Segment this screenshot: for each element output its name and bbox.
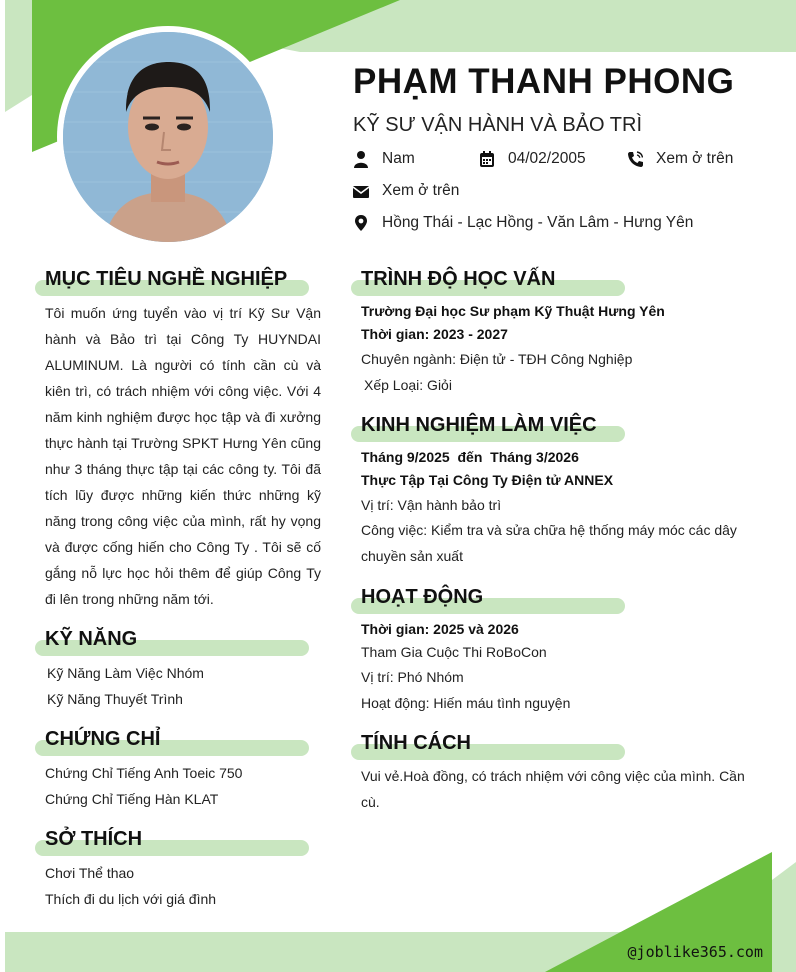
certificates-heading: CHỨNG CHỈ bbox=[35, 728, 309, 750]
experience-period: Tháng 9/2025 đến Tháng 3/2026 bbox=[361, 449, 579, 465]
experience-work: Công việc: Kiểm tra và sửa chữa hệ thống máy móc các dây chuyền sản xuất bbox=[361, 522, 737, 564]
gender-value: Nam bbox=[382, 150, 415, 167]
certificate-item: Chứng Chỉ Tiếng Anh Toeic 750 bbox=[45, 765, 243, 781]
address-value: Hồng Thái - Lạc Hồng - Văn Lâm - Hưng Yên bbox=[382, 214, 694, 231]
objective-text: Tôi muốn ứng tuyển vào vị trí Kỹ Sư Vận hành và Bảo trì tại Công Ty HUYNDAI ALUMINUM. Là người có tính cần cù và kiên trì, có trách nhiệm với công việc. Với 4 năm kinh nghiệm được học tập và đi xưởng thực hành tại Trường SPKT Hưng Yên cũng như 3 tháng thực tập tại các công ty. Tôi đã tích lũy được những kiến thức những kỹ năng trong công việc của mình, rất hy vọng và được cống hiến cho Công Ty . Tôi sẽ cố gắng nỗ lực học hỏi thêm để giúp Công Ty đi lên trong những năm tới. bbox=[45, 305, 321, 607]
calendar-icon bbox=[479, 150, 495, 168]
personality-heading: TÍNH CÁCH bbox=[351, 732, 625, 754]
experience-position: Vị trí: Vận hành bảo trì bbox=[361, 497, 502, 513]
phone-icon bbox=[627, 150, 643, 168]
activities-position: Vị trí: Phó Nhóm bbox=[361, 669, 464, 685]
phone-value: Xem ở trên bbox=[656, 150, 734, 167]
education-major: Chuyên ngành: Điện tử - TĐH Công Nghiệp bbox=[361, 351, 633, 367]
skill-item: Kỹ Năng Làm Việc Nhóm bbox=[47, 665, 204, 681]
avatar bbox=[57, 26, 279, 248]
candidate-name: PHẠM THANH PHONG bbox=[353, 62, 735, 101]
candidate-role: KỸ SƯ VẬN HÀNH VÀ BẢO TRÌ bbox=[353, 114, 643, 136]
education-grade: Xếp Loại: Giỏi bbox=[364, 377, 452, 393]
envelope-icon bbox=[353, 182, 369, 200]
location-pin-icon bbox=[353, 214, 369, 232]
personality-text: Vui vẻ.Hoà đồng, có trách nhiệm với công việc của mình. Cần cù. bbox=[361, 768, 745, 810]
objective-heading: MỤC TIÊU NGHỀ NGHIỆP bbox=[35, 268, 309, 290]
certificate-item: Chứng Chỉ Tiếng Hàn KLAT bbox=[45, 791, 219, 807]
activities-event: Tham Gia Cuộc Thi RoBoCon bbox=[361, 644, 547, 660]
experience-company: Thực Tập Tại Công Ty Điện tử ANNEX bbox=[361, 472, 614, 488]
experience-heading: KINH NGHIỆM LÀM VIỆC bbox=[351, 414, 625, 436]
skill-item: Kỹ Năng Thuyết Trình bbox=[47, 691, 183, 707]
footer-brand: @joblike365.com bbox=[627, 943, 763, 961]
hobby-item: Thích đi du lịch với giá đình bbox=[45, 891, 217, 907]
email-value: Xem ở trên bbox=[382, 182, 460, 199]
education-time: Thời gian: 2023 - 2027 bbox=[361, 326, 508, 342]
birthdate-value: 04/02/2005 bbox=[508, 150, 586, 167]
hobbies-heading: SỞ THÍCH bbox=[35, 828, 309, 850]
activities-heading: HOẠT ĐỘNG bbox=[351, 586, 625, 608]
activities-time: Thời gian: 2025 và 2026 bbox=[361, 621, 519, 637]
activities-activity: Hoạt động: Hiến máu tình nguyện bbox=[361, 695, 571, 711]
education-heading: TRÌNH ĐỘ HỌC VẤN bbox=[351, 268, 625, 290]
user-icon bbox=[353, 150, 369, 168]
avatar-photo bbox=[63, 32, 273, 242]
hobby-item: Chơi Thể thao bbox=[45, 865, 135, 881]
skills-heading: KỸ NĂNG bbox=[35, 628, 309, 650]
education-school: Trường Đại học Sư phạm Kỹ Thuật Hưng Yên bbox=[361, 303, 665, 319]
